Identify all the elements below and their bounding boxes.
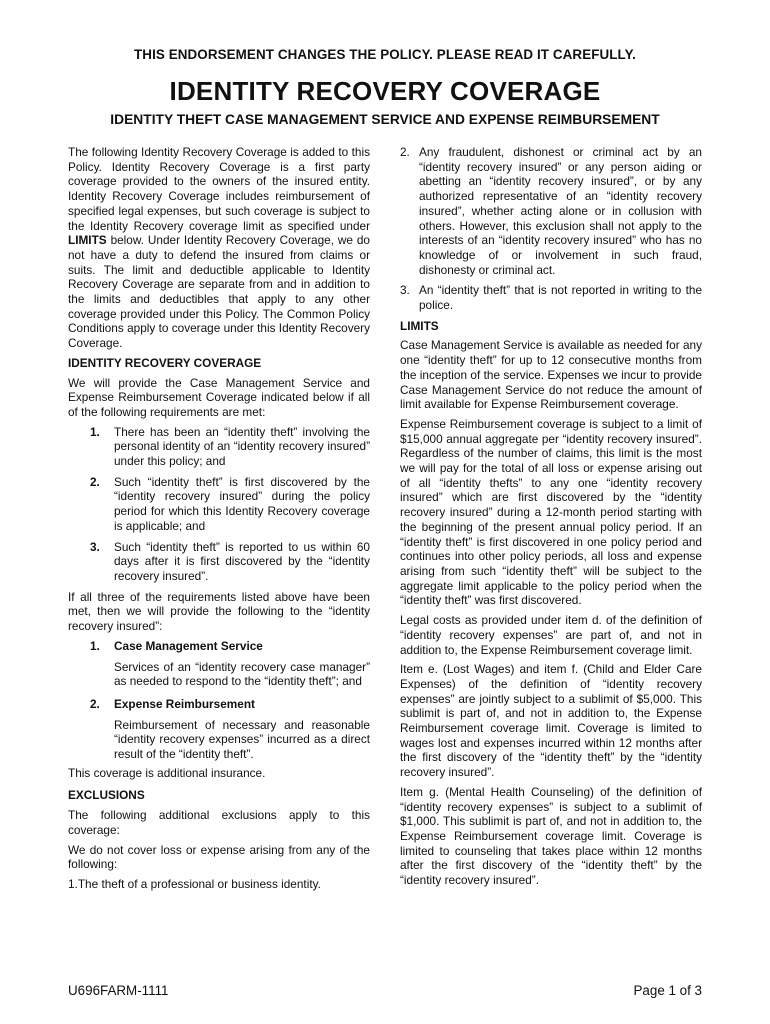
service-title: Expense Reimbursement xyxy=(114,696,255,711)
limits-paragraph: Item g. (Mental Health Counseling) of the definition of “identity recovery expenses” is subject to a sublimit of $1,000. This sublimit is part of, and not in addition to, the Expense Reimbursement coverage limit. Coverage is limited to counseling that takes place within 12 months after the first discovery of the “identity theft” by the “identity recovery insured”. xyxy=(400,784,702,888)
intro-limits-ref: LIMITS xyxy=(68,233,107,248)
limits-paragraph: Case Management Service is available as needed for any one “identity theft” for up to 12 consecutive months from the inception of the service. Expenses we incur to provide Case Management Service do not reduce the amount of limit available for Expense Reimbursement coverage. xyxy=(400,338,702,412)
service-description: Services of an “identity recovery case manager” as needed to respond to the “identity theft”; and xyxy=(114,659,370,689)
exclusions-lead: We do not cover loss or expense arising from any of the following: xyxy=(68,842,370,872)
item-number: 3. xyxy=(400,283,410,298)
intro-text-b: below. Under Identity Recovery Coverage, we do not have a duty to defend the insured from claims or suits. The limit and deductible applicable to Identity Recovery Coverage are separate from and in addition to the limits and deductibles that apply to any other coverage provided under this Policy. The Common Policy Conditions apply to coverage under this Identity Recovery Coverage. xyxy=(68,233,370,351)
item-number: 2. xyxy=(400,145,410,159)
requirement-item xyxy=(68,425,370,469)
document-subtitle: IDENTITY THEFT CASE MANAGEMENT SERVICE AND EXPENSE REIMBURSEMENT xyxy=(110,112,660,127)
intro-paragraph xyxy=(68,145,370,351)
service-heading xyxy=(68,697,370,712)
item-text: Any fraudulent, dishonest or criminal act by an “identity recovery insured” or any person aiding or abetting an “identity recovery insured”, or by any authorized representative of an “identity recovery insured”, whether acting alone or in collusion with others. However, this exclusion shall not apply to the interests of an “identity recovery insured” who has no knowledge of or involvement in such fraud, dishonesty or criminal act. xyxy=(419,145,702,277)
endorsement-notice: THIS ENDORSEMENT CHANGES THE POLICY. PLEASE READ IT CAREFULLY. xyxy=(134,47,636,62)
exclusion-item xyxy=(400,283,702,312)
exclusion-item-1: 1.The theft of a professional or business identity. xyxy=(68,876,321,891)
limits-paragraph: Legal costs as provided under item d. of the definition of “identity recovery expenses” are part of, and not in addition to, the Expense Reimbursement coverage limit. xyxy=(400,613,702,657)
document-title: IDENTITY RECOVERY COVERAGE xyxy=(169,76,601,106)
item-text: There has been an “identity theft” involving the personal identity of an “identity recovery insured” under this policy; and xyxy=(114,424,370,469)
item-number: 2. xyxy=(90,474,100,489)
service-heading xyxy=(68,639,370,654)
service-title: Case Management Service xyxy=(114,638,263,653)
section-heading-limits: LIMITS xyxy=(400,318,439,333)
section-heading-coverage: IDENTITY RECOVERY COVERAGE xyxy=(68,355,262,370)
coverage-intro: We will provide the Case Management Service and Expense Reimbursement Coverage indicated below if all of the following requirements are met: xyxy=(68,375,370,419)
exclusions-intro: The following additional exclusions apply to this coverage: xyxy=(68,808,370,837)
item-number: 2. xyxy=(90,696,100,711)
section-heading-exclusions: EXCLUSIONS xyxy=(68,788,145,803)
intro-text-a: The following Identity Recovery Coverage is added to this Policy. Identity Recovery Coverage is a first party coverage provided to the owners of the insured entity. Identity Recovery Coverage includes reimbursement of specified legal expenses, but such coverage is subject to the Identity Recovery coverage limit as specified under xyxy=(68,145,370,233)
item-text: Such “identity theft” is first discovered by the “identity recovery insured” during the policy period for which this Identity Recovery coverage is applicable; and xyxy=(114,474,370,533)
additional-insurance-note: This coverage is additional insurance. xyxy=(68,765,266,780)
limits-paragraph: Expense Reimbursement coverage is subject to a limit of $15,000 annual aggregate per “identity recovery insured”. Regardless of the number of claims, this limit is the most we will pay for the total of all loss or expense arising out of all “identity thefts” to any one “identity recovery insured” which are first discovered by the “identity recovery insured” during a 12-month period starting with the beginning of the present annual policy period. If an “identity theft” is first discovered in one policy period and continues into other policy periods, all loss and expense arising from such “identity theft” will be subject to the aggregate limit applicable to the policy period when the “identity theft” was first discovered. xyxy=(400,416,702,608)
limits-paragraph: Item e. (Lost Wages) and item f. (Child and Elder Care Expenses) of the definition of “identity recovery expenses” are jointly subject to a sublimit of $5,000. This sublimit is part of, and not in addition to, the Expense Reimbursement coverage limit. Coverage is limited to wages lost and expenses incurred within 12 months after the first discovery of the “identity theft” by the “identity recovery insured”. xyxy=(400,662,702,780)
service-description: Reimbursement of necessary and reasonable “identity recovery expenses” incurred as a direct result of the “identity theft”. xyxy=(114,717,370,762)
services-list xyxy=(68,639,370,762)
form-number: U696FARM-1111 xyxy=(68,983,169,998)
left-column xyxy=(68,145,370,897)
item-text: Such “identity theft” is reported to us within 60 days after it is first discovered by the “identity recovery insured”. xyxy=(114,539,370,583)
requirement-item xyxy=(68,475,370,534)
item-number: 1. xyxy=(90,638,100,653)
exclusion-item xyxy=(400,145,702,277)
page-number: Page 1 of 3 xyxy=(633,983,702,998)
requirements-list xyxy=(68,425,370,584)
item-number: 3. xyxy=(90,539,100,554)
item-text: An “identity theft” that is not reported in writing to the police. xyxy=(419,283,702,313)
requirement-item xyxy=(68,540,370,584)
right-column xyxy=(400,145,702,893)
item-number: 1. xyxy=(90,424,100,439)
provide-paragraph: If all three of the requirements listed above have been met, then we will provide the following to the “identity recovery insured”: xyxy=(68,589,370,634)
